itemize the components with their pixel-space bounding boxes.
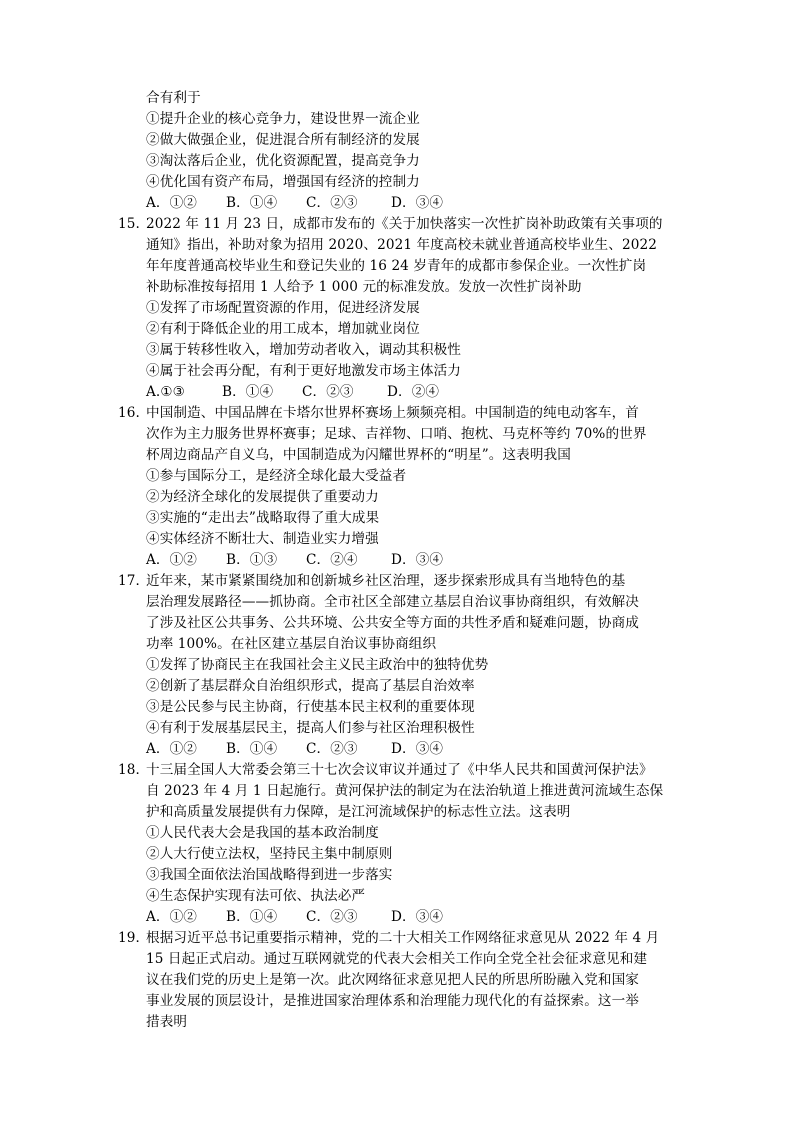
- q19-stem-line-4: 事业发展的顶层设计，是推进国家治理体系和治理能力现代化的有益探索。这一举: [146, 993, 639, 1009]
- q18-choice-b: B．①④: [226, 909, 278, 925]
- q17-choice-c: C．②③: [306, 741, 358, 757]
- q16-option-4: ④实体经济不断壮大、制造业实力增强: [146, 531, 379, 547]
- q17-choice-d: D．③④: [391, 741, 444, 757]
- q18-stem-line-1: 十三届全国人大常委会第三十七次会议审议并通过了《中华人民共和国黄河保护法》: [146, 762, 653, 778]
- q18-option-1: ①人民代表大会是我国的基本政治制度: [146, 825, 379, 841]
- q14-choice-d: D．③④: [391, 195, 444, 211]
- q14-option-2: ②做大做强企业，促进混合所有制经济的发展: [146, 132, 420, 148]
- q18-option-3: ③我国全面依法治国战略得到进一步落实: [146, 867, 393, 883]
- q15-stem-line-2: 通知》指出，补助对象为招用 2020、2021 年度高校未就业普通高校毕业生、2022: [146, 237, 657, 253]
- q16-choice-a: A．①②: [146, 552, 197, 568]
- q17-choices: [146, 739, 471, 759]
- q16-choice-d: D．③④: [391, 552, 444, 568]
- q15-choice-a: A.①③: [146, 384, 185, 400]
- q17-stem-line-4: 功率 100%。在社区建立基层自治议事协商组织: [146, 636, 437, 652]
- q17-option-3: ③是公民参与民主协商，行使基本民主权利的重要体现: [146, 699, 475, 715]
- q15-stem-line-1: 2022 年 11 月 23 日，成都市发布的《关于加快落实一次性扩岗补助政策有关事项的: [146, 216, 663, 232]
- q19-stem-line-5: 措表明: [146, 1014, 188, 1030]
- q19-number: 19．: [118, 930, 150, 946]
- q17-choice-a: A．①②: [146, 741, 197, 757]
- q15-choice-d: D．②④: [387, 384, 440, 400]
- q15-choice-b: B．①④: [222, 384, 274, 400]
- q16-stem-line-1: 中国制造、中国品牌在卡塔尔世界杯赛场上频频亮相。中国制造的纯电动客车，首: [146, 405, 639, 421]
- q16-option-3: ③实施的“走出去”战略取得了重大成果: [146, 510, 380, 526]
- q15-choice-c: C．②③: [302, 384, 354, 400]
- q18-choice-d: D．③④: [391, 909, 444, 925]
- q15-stem-line-3: 年年度普通高校毕业生和登记失业的 16 24 岁青年的成都市参保企业。一次性扩岗: [146, 258, 647, 274]
- q14-choices: [146, 193, 471, 213]
- q16-option-2: ②为经济全球化的发展提供了重要动力: [146, 489, 379, 505]
- q17-stem-line-1: 近年来，某市紧紧围绕加和创新城乡社区治理，逐步探索形成具有当地特色的基: [146, 573, 626, 589]
- q15-option-2: ②有利于降低企业的用工成本，增加就业岗位: [146, 321, 420, 337]
- q18-choice-c: C．②③: [306, 909, 358, 925]
- q14-option-1: ①提升企业的核心竞争力，建设世界一流企业: [146, 111, 420, 127]
- q18-choice-a: A．①②: [146, 909, 197, 925]
- q16-choice-b: B．①③: [226, 552, 278, 568]
- q16-stem-line-2: 次作为主力服务世界杯赛事；足球、吉祥物、口哨、抱枕、马克杯等约 70%的世界: [146, 426, 647, 442]
- q17-option-2: ②创新了基层群众自治组织形式，提高了基层自治效率: [146, 678, 475, 694]
- q18-stem-line-2: 自 2023 年 4 月 1 日起施行。黄河保护法的制定为在法治轨道上推进黄河流域生态保: [146, 783, 664, 799]
- q18-number: 18．: [118, 762, 150, 778]
- q16-choices: [146, 550, 471, 570]
- q18-option-4: ④生态保护实现有法可依、执法必严: [146, 888, 366, 904]
- q19-stem-line-2: 15 日起正式启动。通过互联网就党的代表大会相关工作向全党全社会征求意见和建: [146, 951, 648, 967]
- q15-stem-line-4: 补助标准按每招用 1 人给予 1 000 元的标准发放。发放一次性扩岗补助: [146, 279, 582, 295]
- q16-choice-c: C．②④: [306, 552, 358, 568]
- q19-stem-line-1: 根据习近平总书记重要指示精神，党的二十大相关工作网络征求意见从 2022 年 4 月: [146, 930, 660, 946]
- q15-option-4: ④属于社会再分配，有利于更好地激发市场主体活力: [146, 363, 461, 379]
- q15-option-1: ①发挥了市场配置资源的作用，促进经济发展: [146, 300, 420, 316]
- q14-stem-tail: 合有利于: [146, 90, 201, 106]
- q17-stem-line-3: 了涉及社区公共事务、公共环境、公共安全等方面的共性矛盾和疑难问题，协商成: [146, 615, 639, 631]
- q14-choice-a: A．①②: [146, 195, 197, 211]
- q14-choice-c: C．②③: [306, 195, 358, 211]
- q18-stem-line-3: 护和高质量发展提供有力保障，是江河流域保护的标志性立法。这表明: [146, 804, 571, 820]
- q14-option-4: ④优化国有资产布局，增强国有经济的控制力: [146, 174, 420, 190]
- q17-number: 17．: [118, 573, 150, 589]
- q14-option-3: ③淘汰落后企业，优化资源配置，提高竞争力: [146, 153, 420, 169]
- q15-number: 15.: [118, 216, 140, 232]
- q17-option-4: ④有利于发展基层民主，提高人们参与社区治理积极性: [146, 720, 475, 736]
- q14-choice-b: B．①④: [226, 195, 278, 211]
- q18-choices: [146, 907, 471, 927]
- q15-option-3: ③属于转移性收入，增加劳动者收入，调动其积极性: [146, 342, 461, 358]
- q17-option-1: ①发挥了协商民主在我国社会主义民主政治中的独特优势: [146, 657, 489, 673]
- q17-stem-line-2: 层治理发展路径——抓协商。全市社区全部建立基层自治议事协商组织，有效解决: [146, 594, 639, 610]
- q15-choices: [146, 382, 467, 402]
- q19-stem-line-3: 议在我们党的历史上是第一次。此次网络征求意见把人民的所思所盼融入党和国家: [146, 972, 639, 988]
- q16-number: 16.: [118, 405, 140, 421]
- q17-choice-b: B．①④: [226, 741, 278, 757]
- q18-option-2: ②人大行使立法权，坚持民主集中制原则: [146, 846, 393, 862]
- q16-stem-line-3: 杯周边商品产自义乌，中国制造成为闪耀世界杯的“明星”。这表明我国: [146, 447, 571, 463]
- q16-option-1: ①参与国际分工，是经济全球化最大受益者: [146, 468, 407, 484]
